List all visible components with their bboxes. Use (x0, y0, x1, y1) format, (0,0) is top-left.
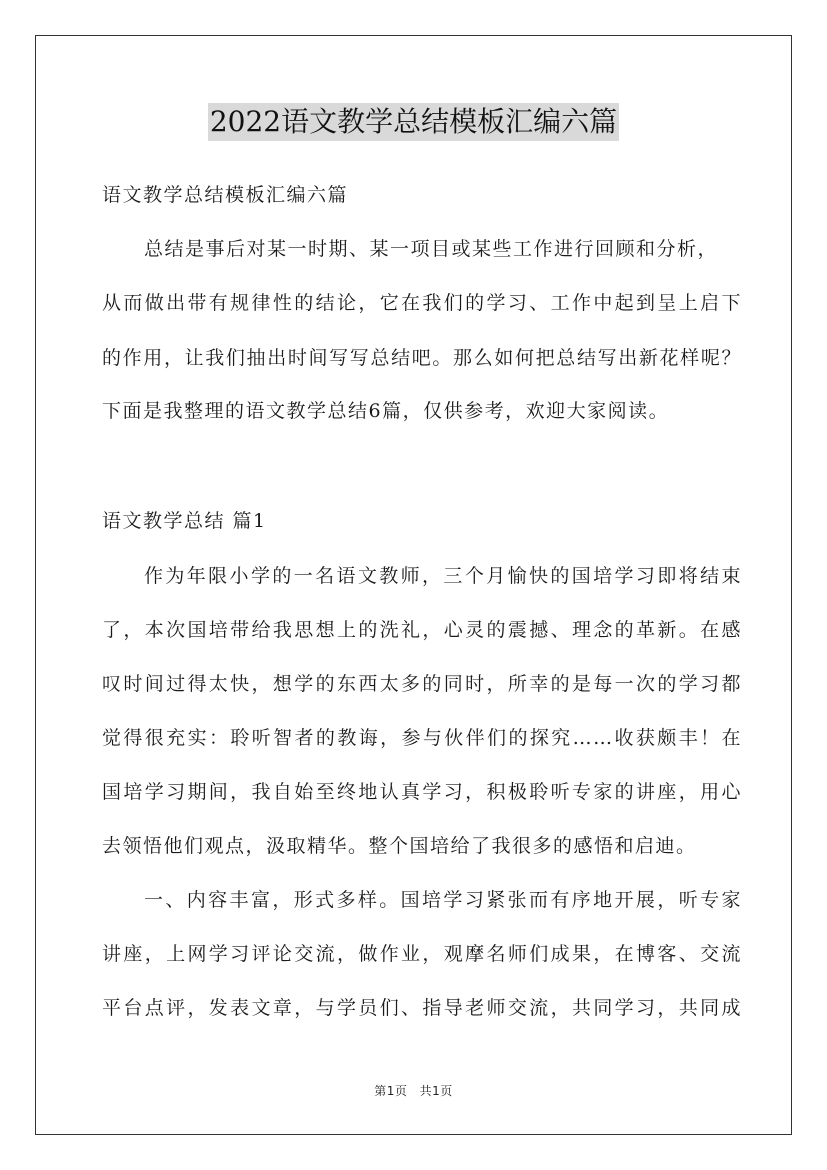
page-footer (0, 1082, 827, 1099)
intro-line: 从而做出带有规律性的结论，它在我们的学习、工作中起到呈上启下 (102, 292, 742, 314)
page-number: 第1页 (374, 1084, 408, 1098)
intro-line: 下面是我整理的语文教学总结6篇，仅供参考，欢迎大家阅读。 (102, 400, 670, 422)
paragraph-line: 了，本次国培带给我思想上的洗礼，心灵的震撼、理念的革新。在感 (102, 619, 742, 641)
intro-line: 的作用，让我们抽出时间写写总结吧。那么如何把总结写出新花样呢？ (102, 347, 742, 369)
paragraph-line: 叹时间过得太快，想学的东西太多的同时，所幸的是每一次的学习都 (102, 673, 742, 695)
title-container (0, 103, 827, 141)
page-total: 共1页 (419, 1084, 453, 1098)
paragraph-line: 去领悟他们观点，汲取精华。整个国培给了我很多的感悟和启迪。 (102, 835, 697, 857)
document-subtitle: 语文教学总结模板汇编六篇 (102, 184, 349, 206)
section-heading: 语文教学总结 篇1 (102, 510, 267, 532)
paragraph-line: 国培学习期间，我自始至终地认真学习，积极聆听专家的讲座，用心 (102, 781, 742, 803)
paragraph-line: 讲座，上网学习评论交流，做作业，观摩名师们成果，在博客、交流 (102, 943, 742, 965)
paragraph-line: 觉得很充实：聆听智者的教诲，参与伙伴们的探究……收获颇丰！在 (102, 727, 742, 749)
intro-line: 总结是事后对某一时期、某一项目或某些工作进行回顾和分析， (144, 238, 719, 260)
paragraph-line: 作为年限小学的一名语文教师，三个月愉快的国培学习即将结束 (144, 565, 742, 587)
document-title: 2022语文教学总结模板汇编六篇 (208, 103, 619, 141)
paragraph-line: 一、内容丰富，形式多样。国培学习紧张而有序地开展，听专家 (144, 889, 742, 911)
paragraph-line: 平台点评，发表文章，与学员们、指导老师交流，共同学习，共同成 (102, 997, 742, 1019)
